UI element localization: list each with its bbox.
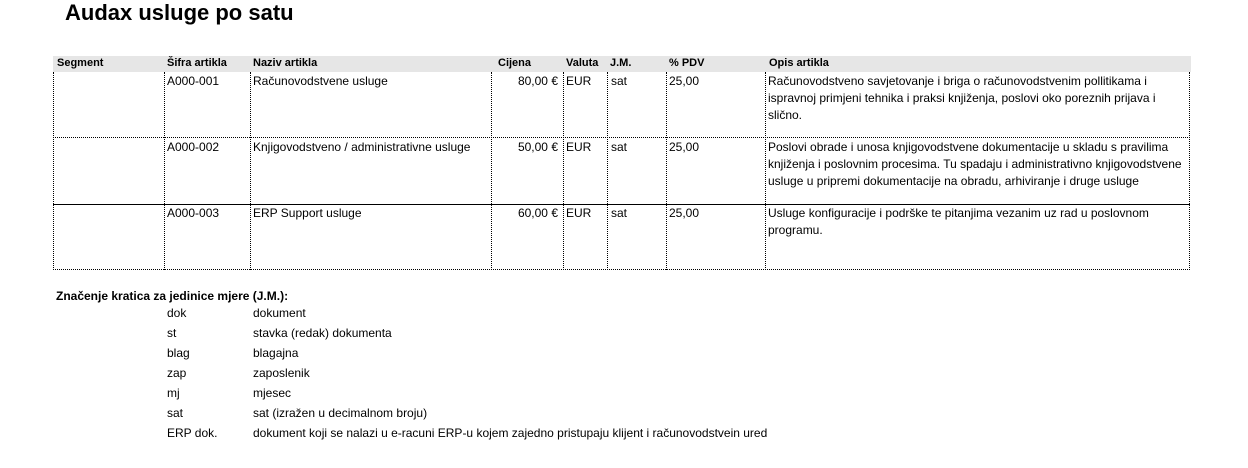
page-title: Audax usluge po satu xyxy=(65,0,294,25)
legend-code: ERP dok. xyxy=(167,426,218,440)
header-segment: Segment xyxy=(57,57,104,69)
cell-naziv: Knjigovodstveno / administrativne usluge xyxy=(253,140,471,154)
header-naziv: Naziv artikla xyxy=(253,57,318,69)
grid-line xyxy=(666,72,667,270)
grid-line xyxy=(1189,72,1190,270)
grid-line xyxy=(491,72,492,270)
header-pdv: % PDV xyxy=(669,57,705,69)
grid-line xyxy=(563,72,564,270)
legend-meaning: zaposlenik xyxy=(253,366,310,380)
row-divider xyxy=(53,137,1190,138)
header-sifra: Šifra artikla xyxy=(167,57,227,69)
cell-valuta: EUR xyxy=(566,74,592,88)
cell-opis: Usluge konfiguracije i podrške te pitanjima vezanim uz rad u poslovnom programu. xyxy=(768,206,1149,237)
legend-meaning: blagajna xyxy=(253,346,299,360)
cell-pdv: 25,00 xyxy=(669,74,700,88)
legend-meaning: dokument xyxy=(253,306,306,320)
table-bottom-border xyxy=(53,269,1190,270)
legend-meaning: dokument koji se nalazi u e-racuni ERP-u kojem zajedno pristupaju klijent i računovodstvein ured xyxy=(253,426,768,440)
grid-line xyxy=(164,72,165,270)
legend-meaning: mjesec xyxy=(253,386,292,400)
grid-line xyxy=(53,72,54,270)
cell-valuta: EUR xyxy=(566,140,592,154)
cell-pdv: 25,00 xyxy=(669,206,700,220)
legend-code: blag xyxy=(167,346,190,360)
legend-code: zap xyxy=(167,366,187,380)
legend-meaning: stavka (redak) dokumenta xyxy=(253,326,392,340)
cell-opis: Računovodstveno savjetovanje i briga o računovodstvenim pollitikama i ispravnoj primjeni tehnika i praksi knjiženja, poslovi oko poreznih prijava i slično. xyxy=(768,74,1156,122)
cell-naziv: ERP Support usluge xyxy=(253,206,362,220)
cell-sifra: A000-003 xyxy=(167,206,220,220)
grid-line xyxy=(250,72,251,270)
cell-sifra: A000-002 xyxy=(167,140,220,154)
legend-code: st xyxy=(167,326,177,340)
legend-title: Značenje kratica za jedinice mjere (J.M.): xyxy=(56,289,289,303)
cell-jm: sat xyxy=(611,206,628,220)
cell-cijena: 50,00 € xyxy=(517,140,558,154)
cell-naziv: Računovodstvene usluge xyxy=(253,74,388,88)
legend-code: mj xyxy=(167,386,180,400)
legend-meaning: sat (izražen u decimalnom broju) xyxy=(253,406,428,420)
legend-code: dok xyxy=(167,306,187,320)
grid-line xyxy=(765,72,766,270)
cell-cijena: 80,00 € xyxy=(517,74,558,88)
legend-code: sat xyxy=(167,406,184,420)
header-valuta: Valuta xyxy=(566,57,599,69)
header-jm: J.M. xyxy=(610,57,632,69)
header-cijena: Cijena xyxy=(498,57,532,69)
cell-valuta: EUR xyxy=(566,206,592,220)
cell-opis: Poslovi obrade i unosa knjigovodstvene dokumentacije u skladu s pravilima knjiženja i poslovnim procesima. Tu spadaju i administrativno knjigovodstvene usluge u pripremi dokumentacije na obradu, arhiviranje i druge usluge xyxy=(768,140,1182,188)
cell-jm: sat xyxy=(611,140,628,154)
cell-cijena: 60,00 € xyxy=(517,206,558,220)
cell-jm: sat xyxy=(611,74,628,88)
header-opis: Opis artikla xyxy=(769,57,829,69)
grid-line xyxy=(607,72,608,270)
cell-pdv: 25,00 xyxy=(669,140,700,154)
cell-sifra: A000-001 xyxy=(167,74,220,88)
